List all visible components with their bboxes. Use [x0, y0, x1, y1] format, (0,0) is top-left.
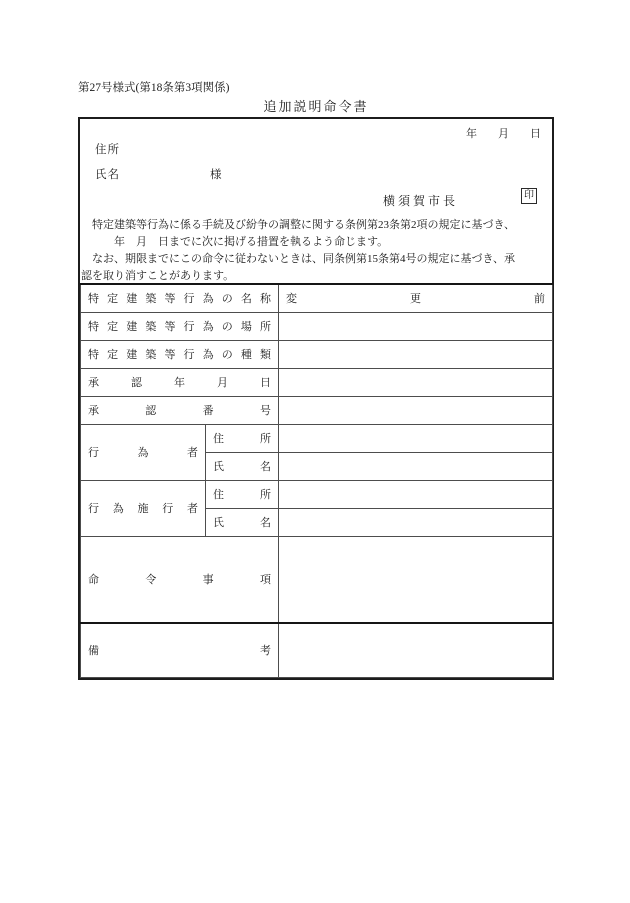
table-row — [81, 340, 553, 368]
notice-line: 年 月 日までに次に掲げる措置を執るよう命じます。 — [81, 236, 389, 248]
sub-label-actor-name: 氏 名 — [206, 452, 279, 480]
table-row — [81, 312, 553, 340]
row-value-change-before: 変 更 前 — [279, 284, 553, 312]
table-row — [81, 536, 553, 623]
table-row — [81, 424, 553, 452]
row-label-action-type: 特 定 建 築 等 行 為 の 種 類 — [81, 340, 279, 368]
sub-label-executor-name: 氏 名 — [206, 508, 279, 536]
row-value-approval-number — [279, 396, 553, 424]
form-box — [78, 117, 554, 680]
table-row — [81, 284, 553, 312]
seal-mark-icon: 印 — [521, 188, 537, 204]
row-label-action-name: 特 定 建 築 等 行 為 の 名 称 — [81, 284, 279, 312]
row-label-approval-number: 承 認 番 号 — [81, 396, 279, 424]
row-value-remarks — [279, 623, 553, 677]
document-title: 追加説明命令書 — [263, 99, 369, 114]
notice-paragraph — [81, 217, 551, 285]
row-label-executor: 行 為 施 行 者 — [81, 480, 206, 536]
row-value-action-type — [279, 340, 553, 368]
row-value-action-location — [279, 312, 553, 340]
notice-line: 認を取り消すことがあります。 — [81, 270, 235, 282]
row-value-executor-name — [279, 508, 553, 536]
row-value-executor-address — [279, 480, 553, 508]
row-value-actor-name — [279, 452, 553, 480]
honorific-label: 様 — [210, 169, 222, 181]
table-row — [81, 368, 553, 396]
address-label: 住所 — [95, 144, 120, 156]
issuer-name: 横須賀市長 — [383, 194, 459, 208]
row-label-actor: 行 為 者 — [81, 424, 206, 480]
table-row — [81, 623, 553, 677]
row-value-order-items — [279, 536, 553, 623]
table-row — [81, 396, 553, 424]
form-code: 第27号様式(第18条第3項関係) — [78, 82, 230, 94]
row-label-approval-date: 承 認 年 月 日 — [81, 368, 279, 396]
row-value-approval-date — [279, 368, 553, 396]
name-label: 氏名 — [95, 169, 120, 181]
row-value-actor-address — [279, 424, 553, 452]
form-table — [80, 283, 553, 678]
date-line: 年 月 日 — [466, 128, 546, 140]
notice-line: なお、期限までにこの命令に従わないときは、同条例第15条第4号の規定に基づき、承 — [81, 253, 516, 265]
row-label-action-location: 特 定 建 築 等 行 為 の 場 所 — [81, 312, 279, 340]
table-row — [81, 480, 553, 508]
sub-label-actor-address: 住 所 — [206, 424, 279, 452]
notice-line: 特定建築等行為に係る手続及び紛争の調整に関する条例第23条第2項の規定に基づき、 — [81, 219, 516, 231]
row-label-remarks: 備 考 — [81, 623, 279, 677]
row-label-order-items: 命 令 事 項 — [81, 536, 279, 623]
sub-label-executor-address: 住 所 — [206, 480, 279, 508]
